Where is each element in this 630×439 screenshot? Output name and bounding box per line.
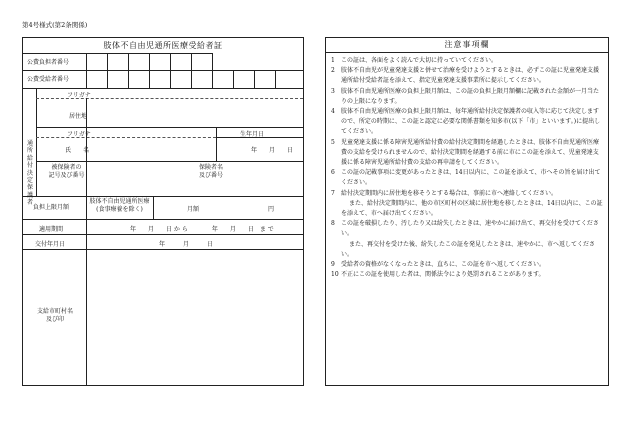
notice-item: 6 この証の記載事項に変更があったときは、14日以内に、この証を添えて、市へその旨を届け出てください。 [331, 169, 601, 187]
issue-date-label: 交付年月日 [35, 241, 66, 248]
birthdate-label: 生年月日 [240, 131, 265, 138]
birthdate-value[interactable]: 年 月 日 [251, 147, 294, 154]
recipient-certificate [22, 37, 304, 386]
issuer-label: 支給市町村名 及び印 [36, 308, 73, 323]
notice-item: 10 不正にこの証を使用した者は、関係法令により処罰されることがあります。 [331, 271, 545, 279]
period-label: 適用期間 [39, 226, 64, 233]
payer-number-label: 公費負担者番号 [27, 59, 70, 66]
notice-item: 3 肢体不自由児通所医療の負担上限月額は、この証の負担上限月額欄に記載された金額が一月当たりの上限になります。 [331, 87, 600, 105]
period-value[interactable]: 年 月 日 か ら 年 月 日 ま で [130, 226, 274, 233]
notice-item: 8 この証を破損したり、汚したり又は紛失したときは、速やかに届け出て、再交付を受けてください。 [331, 220, 599, 238]
notice-item: 2 肢体不自由児が児童発達支援と併せて治療を受けようとするときは、必ずこの証に児童発達支援通所給付受給者証を添えて、指定児童発達支援事業所に提示してください。 [331, 67, 600, 85]
guardian-side-label: 通所給付決定保護者 [26, 140, 33, 207]
issue-date-value[interactable]: 年 月 日 [159, 241, 214, 248]
notice-item-continuation: また、再交付を受けた後、紛失したこの証を発見したときは、速やかに、市へ返してください。 [341, 240, 596, 258]
notice-item-continuation: また、給付決定期間内に、他の市区町村の区域に居住地を移したときは、14日以内に、この証を添えて、市へ届け出てください。 [341, 199, 603, 218]
furigana-label-1: フリガナ [67, 92, 91, 99]
notice-item: 4 肢体不自由児通所医療の負担上限月額は、毎年通所給付決定保護者の収入等に応じて決定しますので、所定の時期に、この証と認定に必要な関係書類を知多市(以下「市」といいます。)に提出してください。 [331, 108, 601, 136]
recipient-number-label: 公費受給者番号 [27, 76, 70, 83]
burden-cap-label: 負担上限月額 [33, 204, 70, 211]
insurer-label: 保険者名 及び番号 [199, 164, 224, 179]
furigana-label-2: フリガナ [67, 131, 91, 138]
certificate-title: 肢体不自由児通所医療受給者証 [23, 38, 303, 54]
notice-list [326, 53, 608, 280]
insured-number-label: 被保険者の 記号及び番号 [48, 164, 85, 179]
notice-item: 7 給付決定期間内に居住地を移そうとする場合は、事前に市へ連絡してください。 [331, 189, 558, 197]
form-number: 第4号様式(第2条関係) [22, 21, 88, 29]
notice-item: 9 受給者の資格がなくなったときは、直ちに、この証を市へ返してください。 [331, 261, 546, 269]
monthly-label: 月額 [187, 206, 200, 213]
address-label: 居住地 [69, 113, 88, 120]
notice-item: 5 児童発達支援に係る障害児通所給付費の給付決定期間を経過したときは、肢体不自由児通所医療費の支給を受けられませんので、給付決定期間を経過する前に市にこの証を添えて、児童発達支援に係る障害児通所給付費の支給の再申請をしてください。 [331, 138, 600, 167]
burden-description: 肢体不自由児通所医療 (食事療養を除く) [89, 198, 150, 213]
notice-title: 注意事項欄 [326, 38, 608, 53]
yen-label: 円 [268, 206, 275, 213]
name-label: 氏 名 [65, 147, 90, 154]
notice-item: 1 この証は、各面をよく読んで大切に持っていてください。 [331, 57, 498, 64]
notice-panel [325, 37, 609, 386]
